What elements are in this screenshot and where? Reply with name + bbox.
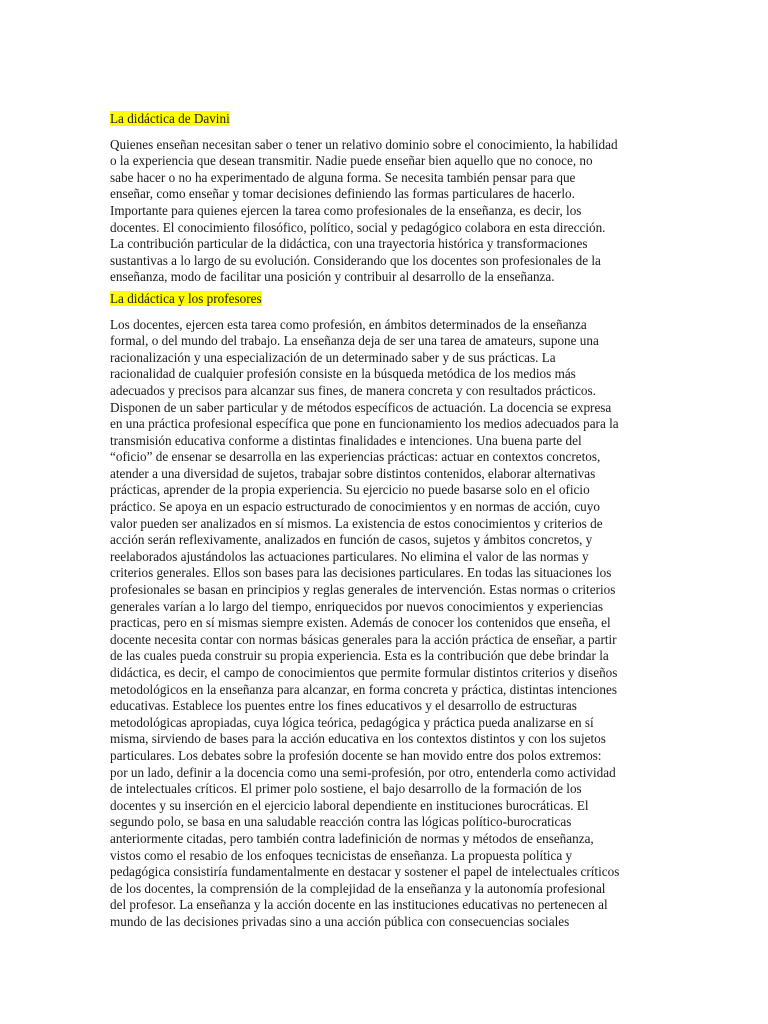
paragraph-davini-intro: Quienes enseñan necesitan saber o tener un relativo dominio sobre el conocimiento, la habilidad o la experiencia que desean transmitir. Nadie puede enseñar bien aquello que no conoce, no sabe hacer o no ha experimentado de alguna forma. Se necesita también pensar para que enseñar, como enseñar y tomar decisiones definiendo las formas particulares de hacerlo. Importante para quienes ejercen la tarea como profesionales de la enseñanza, es decir, los docentes. El conocimiento filosófico, político, social y pedagógico colabora en esta dirección. La contribución particular de la didáctica, con una trayectoria histórica y transformaciones sustantivas a lo largo de su evolución. Considerando que los docentes son profesionales de la enseñanza, modo de facilitar una posición y contribuir al desarrollo de la enseñanza. bbox=[110, 136, 618, 285]
section-heading-davini bbox=[110, 111, 658, 128]
highlighted-heading-text: La didáctica y los profesores bbox=[110, 290, 262, 306]
section-heading-profesores bbox=[110, 291, 658, 308]
highlighted-heading-text: La didáctica de Davini bbox=[110, 111, 230, 126]
document-body bbox=[110, 111, 658, 931]
paragraph-docentes: Los docentes, ejercen esta tarea como profesión, en ámbitos determinados de la enseñanza formal, o del mundo del trabajo. La enseñanza deja de ser una tarea de amateurs, supone una racionalización y una especialización de un determinado saber y de sus prácticas. La racionalidad de cualquier profesión consiste en la búsqueda metódica de los medios más adecuados y precisos para alcanzar sus fines, de manera concreta y con resultados prácticos. Disponen de un saber particular y de métodos específicos de actuación. La docencia se expresa en una práctica profesional específica que pone en funcionamiento los medios adecuados para la transmisión educativa conforme a distintas finalidades e intenciones. Una buena parte del “oficio” de ensenar se desarrolla en las experiencias prácticas: actuar en contextos concretos, atender a una diversidad de sujetos, trabajar sobre distintos contenidos, elaborar alternativas prácticas, aprender de la propia experiencia. Su ejercicio no puede basarse solo en el oficio práctico. Se apoya en un espacio estructurado de conocimientos y en normas de acción, cuyo valor pueden ser analizados en sí mismos. La existencia de estos conocimientos y criterios de acción serán reflexivamente, analizados en función de casos, sujetos y ámbitos concretos, y reelaborados ajustándolos las actuaciones particulares. No elimina el valor de las normas y criterios generales. Ellos son bases para las decisiones particulares. En todas las situaciones los profesionales se basan en principios y reglas generales de intervención. Estas normas o criterios generales varían a lo largo del tiempo, enriquecidos por nuevos conocimientos y experiencias practicas, pero en sí mismas siempre existen. Además de conocer los contenidos que enseña, el docente necesita contar con normas básicas generales para la acción práctica de enseñar, a partir de las cuales pueda construir su propia experiencia. Esta es la contribución que debe brindar la didáctica, es decir, el campo de conocimientos que permite formular distintos criterios y diseños metodológicos en la enseñanza para alcanzar, en forma concreta y práctica, distintas intenciones educativas. Establece los puentes entre los fines educativos y el desarrollo de estructuras metodológicas apropiadas, cuya lógica teórica, pedagógica y práctica pueda analizarse en sí misma, sirviendo de bases para la acción educativa en los contextos distintos y con los sujetos particulares. Los debates sobre la profesión docente se han movido entre dos polos extremos: por un lado, definir a la docencia como una semi-profesión, por otro, entenderla como actividad de intelectuales críticos. El primer polo sostiene, el bajo desarrollo de la formación de los docentes y su inserción en el ejercicio laboral dependiente en instituciones burocráticas. El segundo polo, se basa en una saludable reacción contra las lógicas político-burocraticas anteriormente citadas, pero también contra ladefinición de normas y métodos de enseñanza, vistos como el resabio de los enfoques tecnicistas de enseñanza. La propuesta política y pedagógica consistiría fundamentalmente en destacar y sostener el papel de intelectuales críticos de los docentes, la comprensión de la complejidad de la enseñanza y la autonomía profesional del profesor. La enseñanza y la acción docente en las instituciones educativas no pertenecen al mundo de las decisiones privadas sino a una acción pública con consecuencias sociales bbox=[110, 316, 620, 929]
